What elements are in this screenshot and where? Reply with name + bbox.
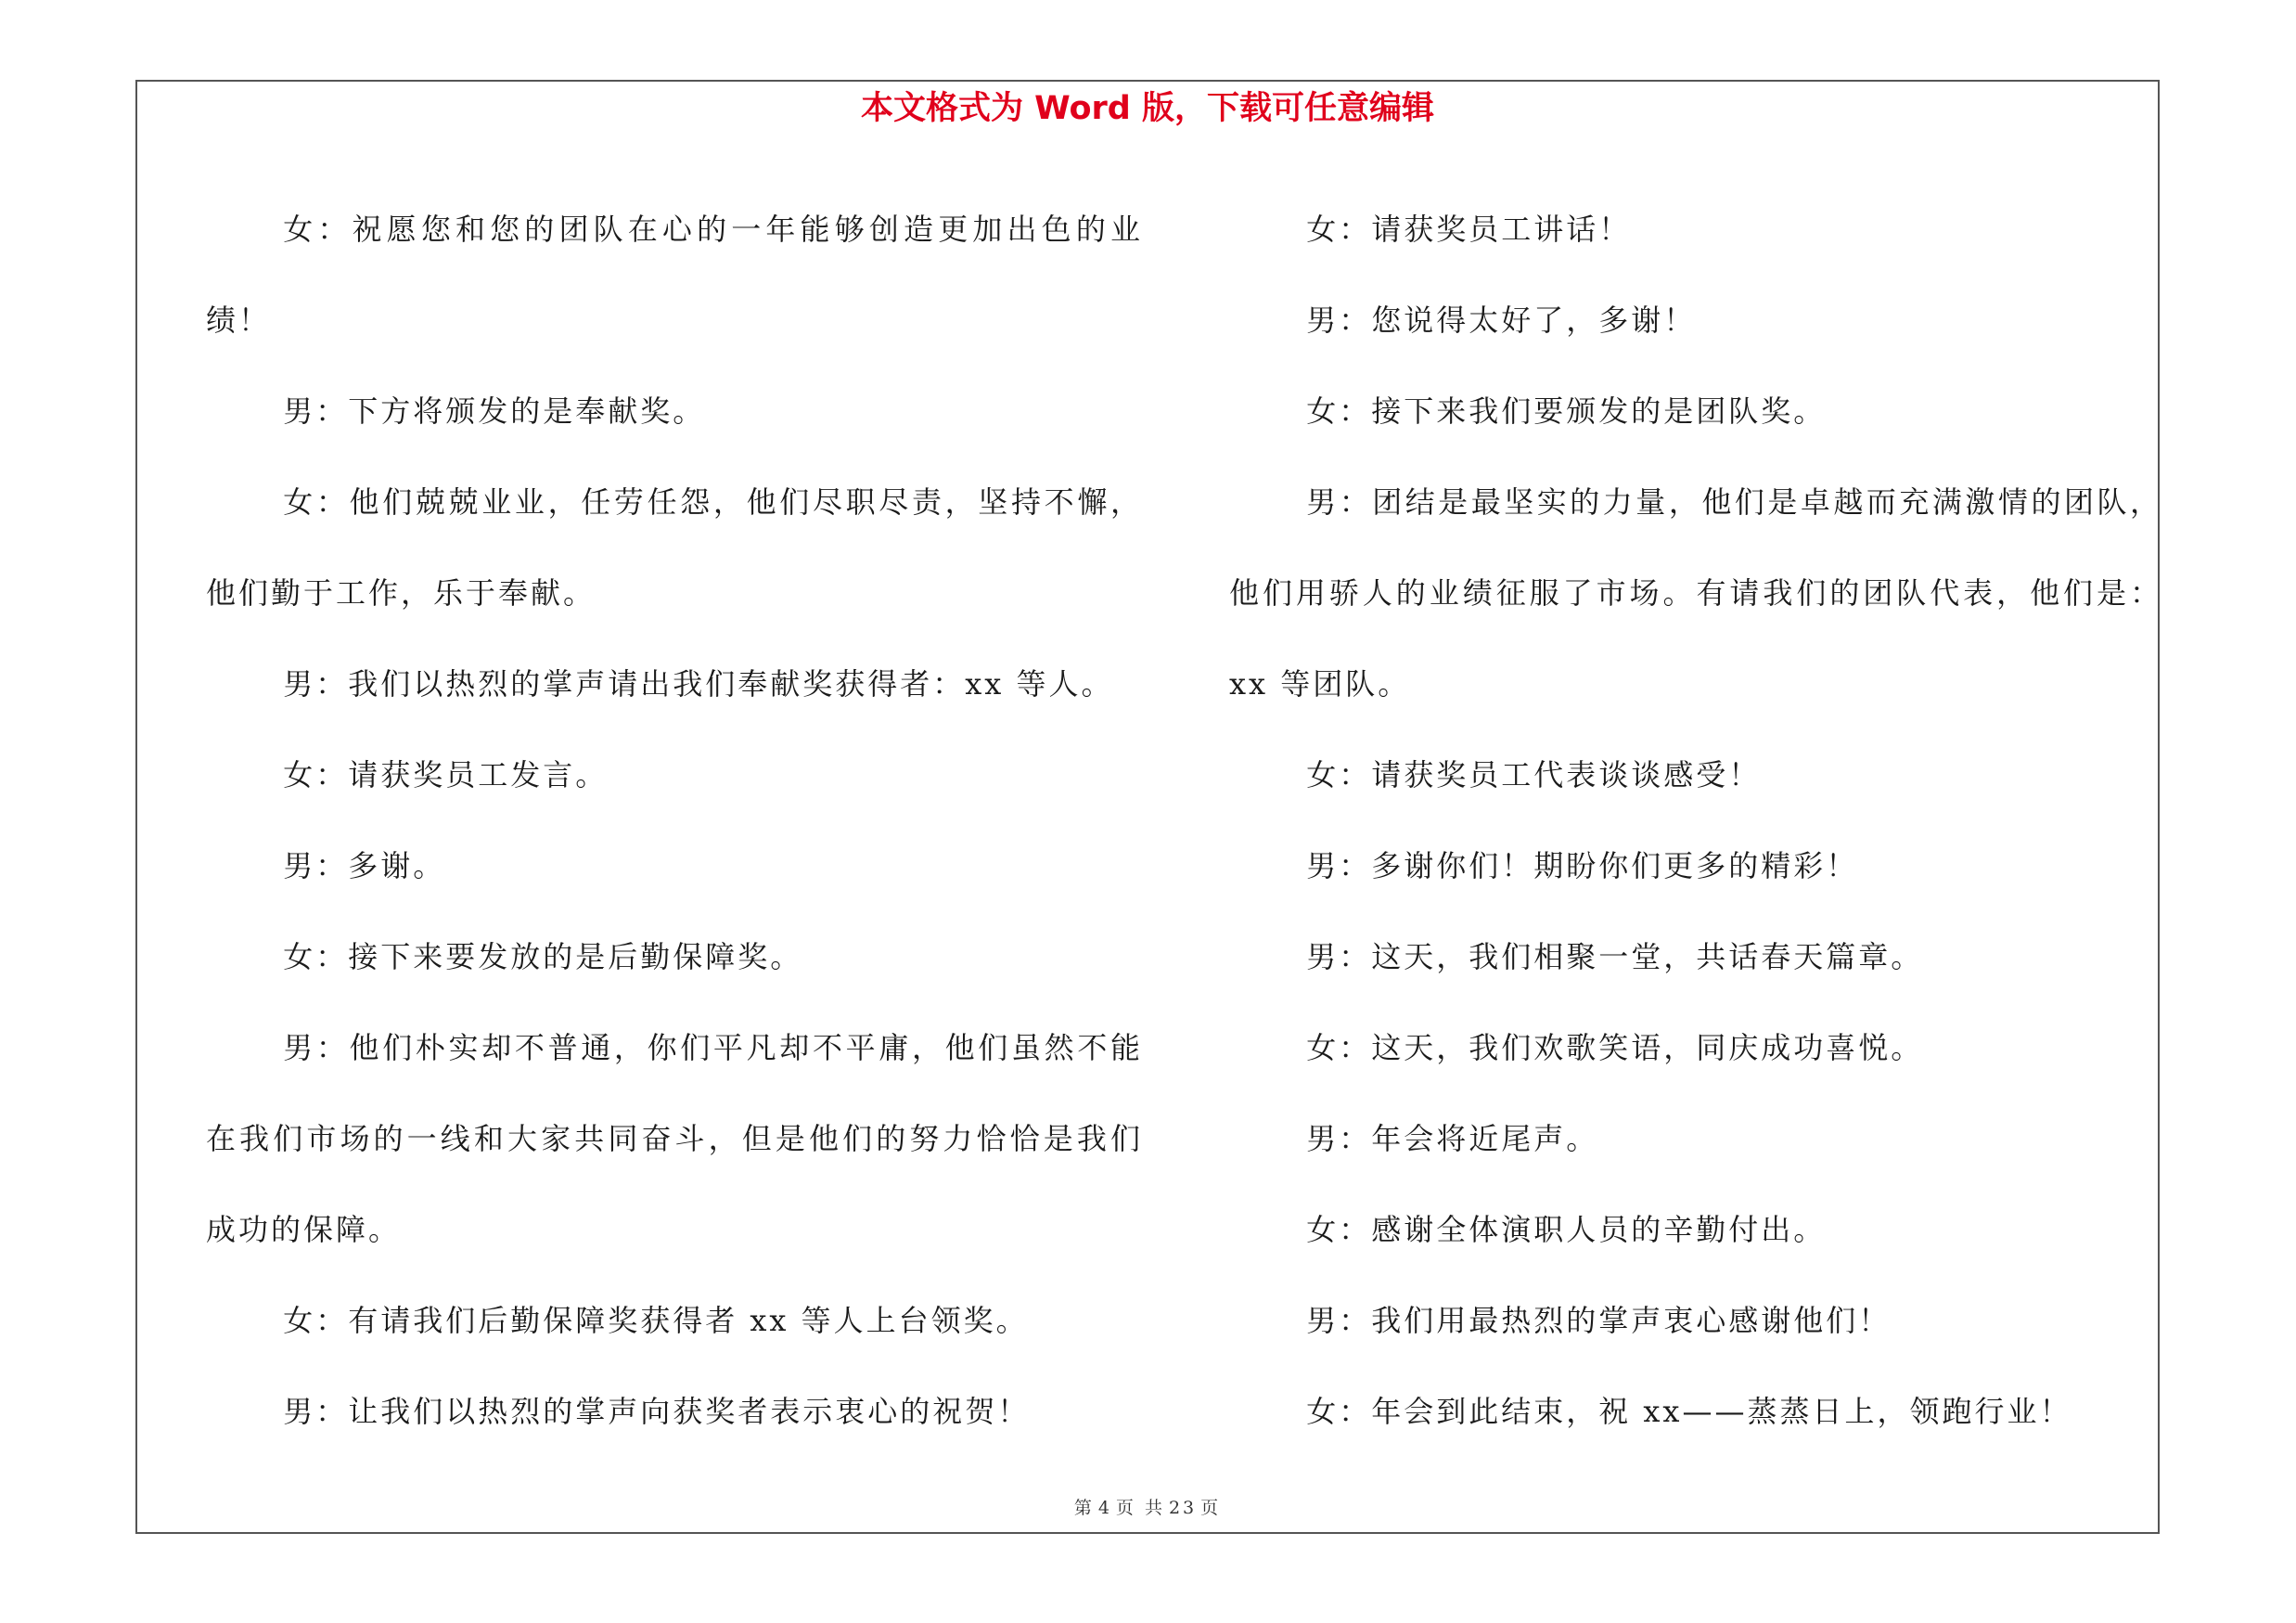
footer-prefix: 第 [1073,1498,1095,1518]
dialogue-line: 女：年会到此结束，祝 xx——蒸蒸日上，领跑行业！ [1306,1394,2072,1429]
dialogue-line: 女：他们兢兢业业，任劳任怨，他们尽职尽责，坚持不懈，他们勤于工作，乐于奉献。 [206,484,1143,611]
dialogue-line: 男：这天，我们相聚一堂，共话春天篇章。 [1306,939,1924,974]
footer-total-pages: 23 [1168,1498,1198,1518]
dialogue-line: 女：接下来要发放的是后勤保障奖。 [283,939,803,974]
footer-middle: 页 共 [1115,1498,1165,1518]
dialogue-line: 女：请获奖员工讲话！ [1306,212,1632,247]
dialogue-line: 女：接下来我们要颁发的是团队奖。 [1306,393,1827,429]
dialogue-line: 男：让我们以热烈的掌声向获奖者表示衷心的祝贺！ [283,1394,1031,1429]
dialogue-line: 女：有请我们后勤保障奖获得者 xx 等人上台领奖。 [283,1303,1029,1338]
footer-current-page: 4 [1097,1498,1112,1518]
dialogue-line: 女：祝愿您和您的团队在心的一年能够创造更加出色的业绩！ [206,212,1143,338]
dialogue-line: 女：感谢全体演职人员的辛勤付出。 [1306,1212,1827,1247]
document-header-notice: 本文格式为 Word 版，下载可任意编辑 [860,90,1435,127]
dialogue-line: 男：团结是最坚实的力量，他们是卓越而充满激情的团队，他们用骄人的业绩征服了市场。有请我们的团队代表，他们是：xx 等团队。 [1229,484,2162,702]
dialogue-line: 男：我们用最热烈的掌声衷心感谢他们！ [1306,1303,1892,1338]
dialogue-line: 男：您说得太好了，多谢！ [1306,303,1697,338]
dialogue-line: 男：年会将近尾声。 [1306,1121,1599,1156]
dialogue-line: 男：多谢。 [283,848,446,883]
footer-suffix: 页 [1200,1498,1222,1518]
right-column [1229,184,2162,1457]
left-column [206,184,1143,1457]
dialogue-line: 女：这天，我们欢歌笑语，同庆成功喜悦。 [1306,1030,1924,1065]
dialogue-line: 男：他们朴实却不普通，你们平凡却不平庸，他们虽然不能在我们市场的一线和大家共同奋斗，但是他们的努力恰恰是我们成功的保障。 [206,1030,1143,1247]
dialogue-line: 女：请获奖员工代表谈谈感受！ [1306,757,1762,792]
dialogue-line: 男：下方将颁发的是奉献奖。 [283,393,706,429]
dialogue-line: 女：请获奖员工发言。 [283,757,609,792]
dialogue-line: 男：多谢你们！期盼你们更多的精彩！ [1306,848,1859,883]
page-number-footer [135,1496,2160,1520]
dialogue-line: 男：我们以热烈的掌声请出我们奉献奖获得者：xx 等人。 [283,666,1114,702]
